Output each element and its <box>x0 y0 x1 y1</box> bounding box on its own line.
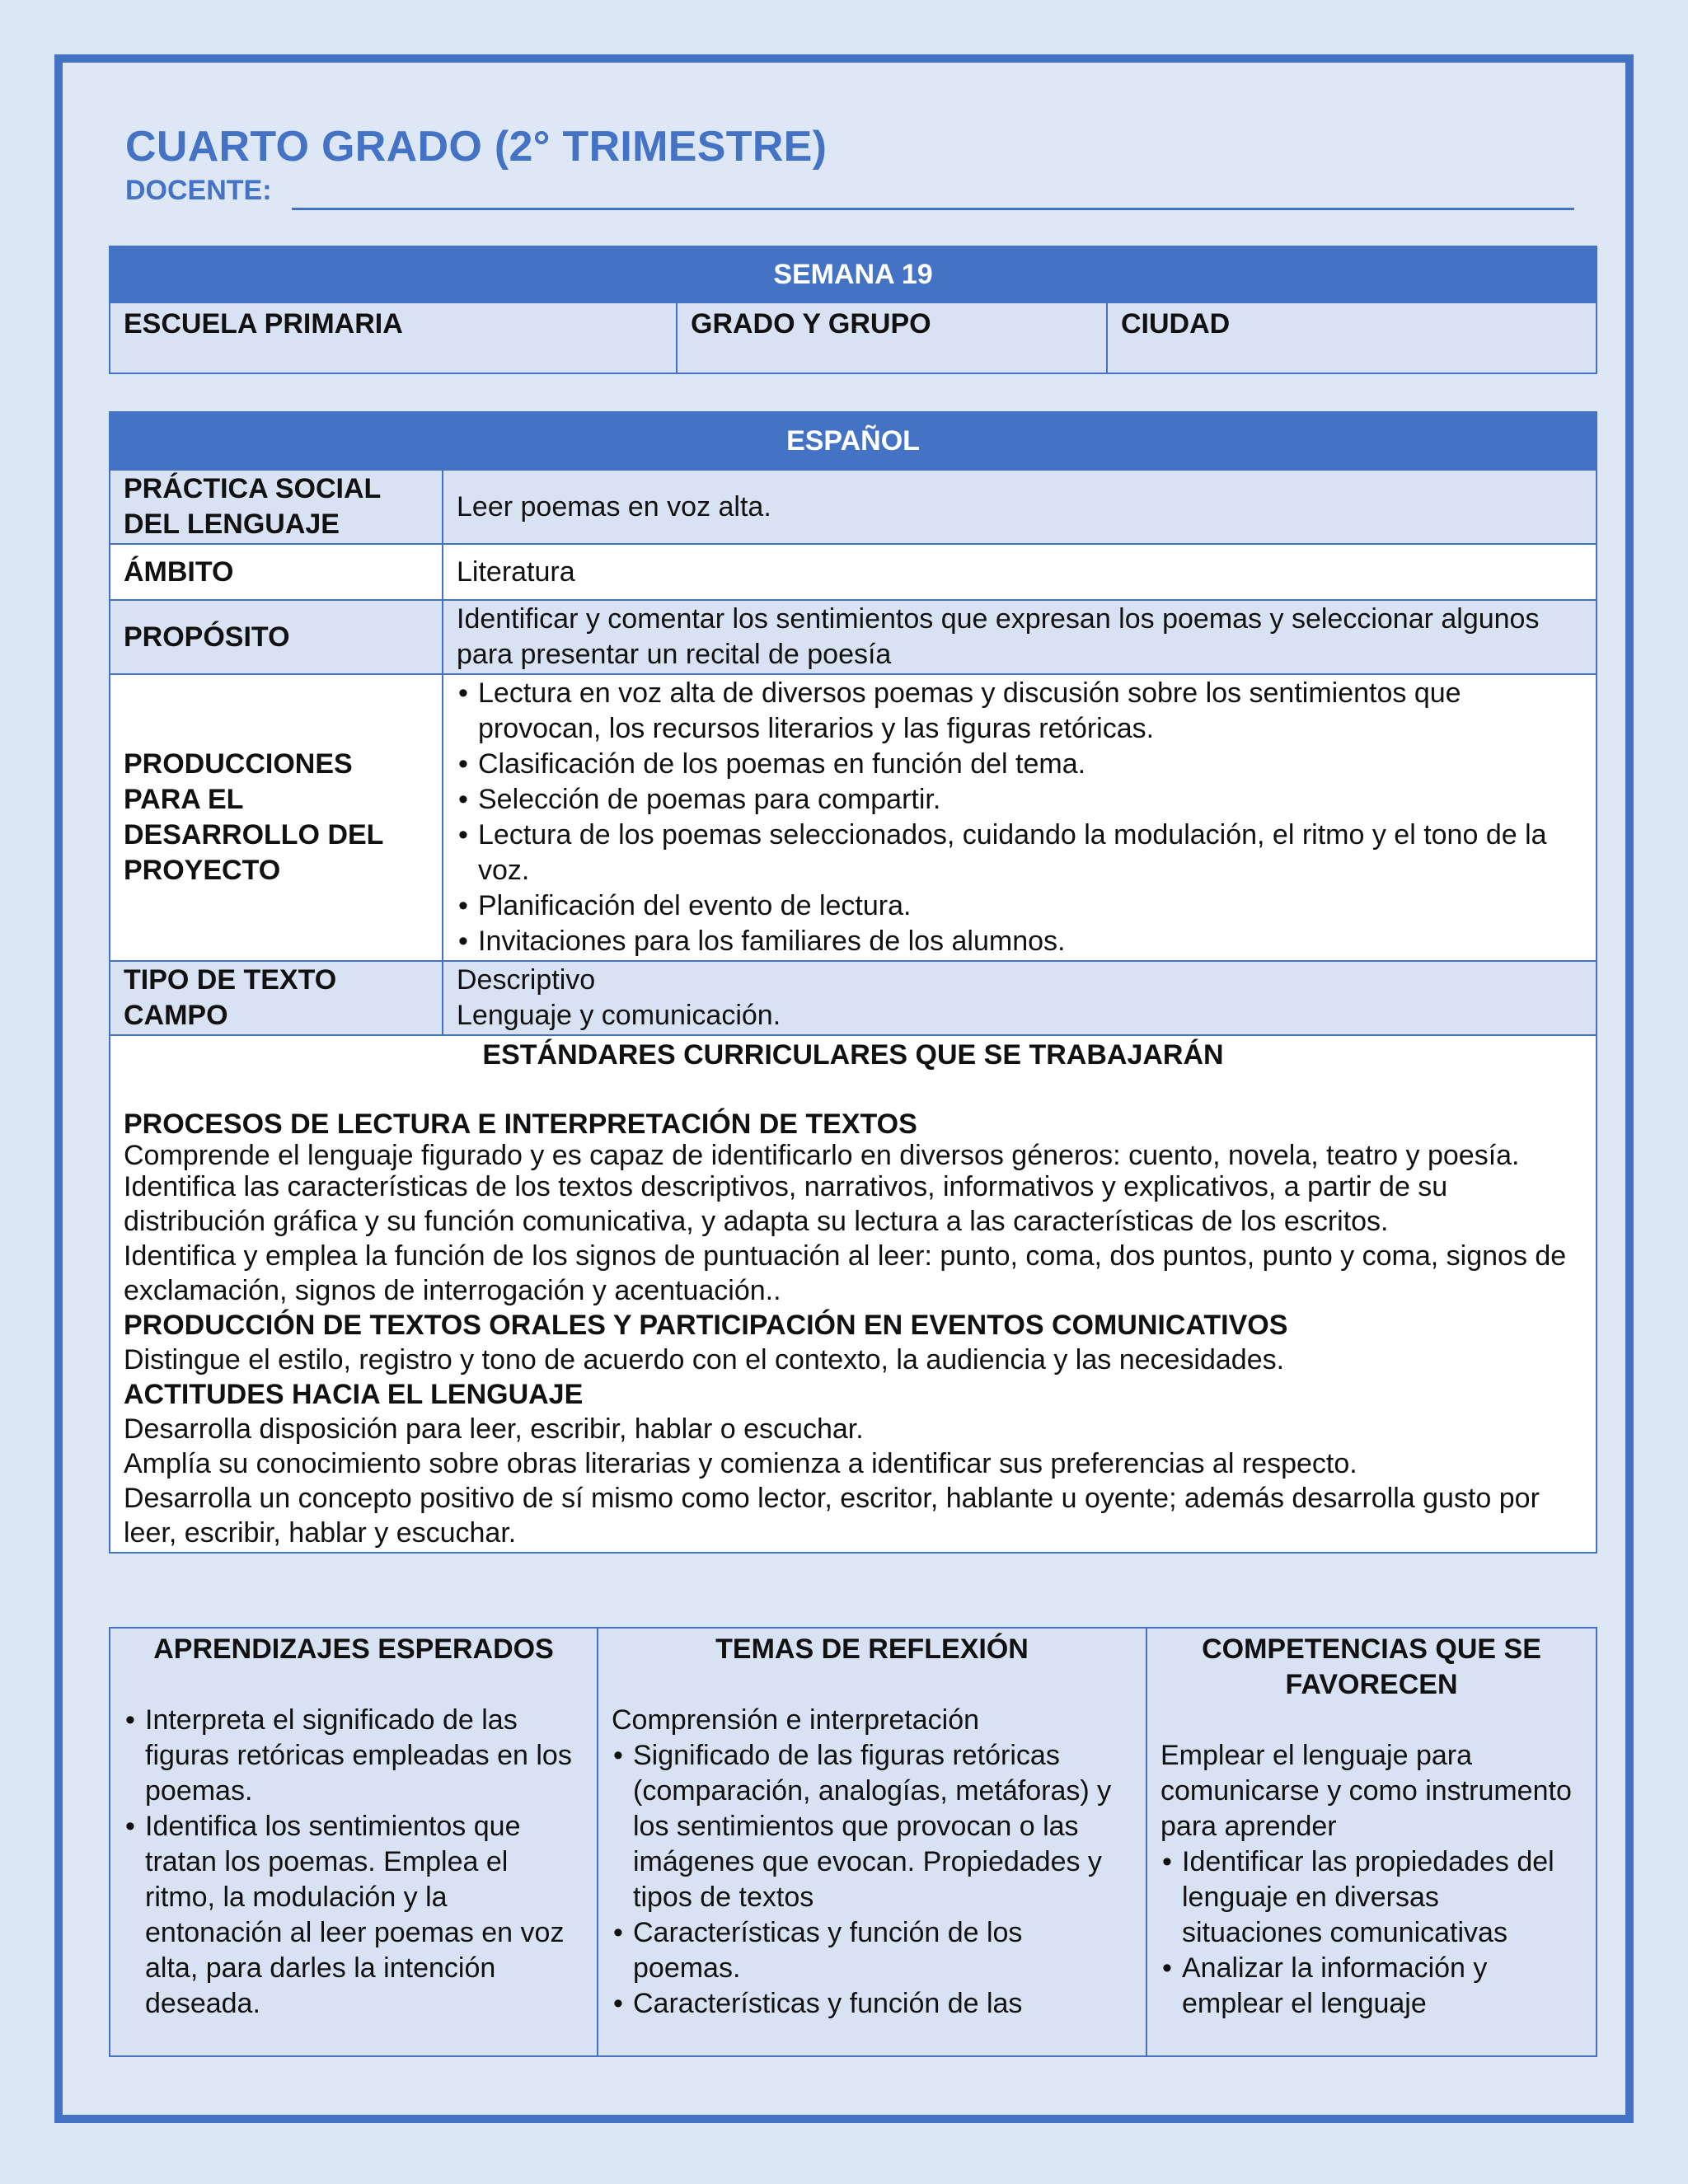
practica-social-label <box>110 470 443 544</box>
campo-value: Lenguaje y comunicación. <box>457 1000 781 1031</box>
competencias-cell <box>1146 1628 1597 2056</box>
produccion-textos-title: PRODUCCIÓN DE TEXTOS ORALES Y PARTICIPACIÓN EN EVENTOS COMUNICATIVOS <box>124 1310 1288 1341</box>
producciones-label-line-3: DESARROLLO DEL <box>124 819 384 851</box>
temas-intro: Comprensión e interpretación <box>612 1704 980 1736</box>
proposito-value: Identificar y comentar los sentimientos que expresan los poemas y seleccionar algunos para presentar un recital de poesía <box>443 600 1597 674</box>
competencias-title-line-1: COMPETENCIAS QUE SE <box>1202 1633 1541 1665</box>
campo-label: CAMPO <box>124 1000 228 1031</box>
producciones-label-line-4: PROYECTO <box>124 855 281 886</box>
list-item: • Selección de poemas para compartir. <box>457 782 1582 818</box>
escuela-primaria-label: ESCUELA PRIMARIA <box>110 302 677 373</box>
docente-label: DOCENTE: <box>125 175 272 206</box>
producciones-list <box>457 676 1582 959</box>
list-item: • Identificar las propiedades del lenguaje en diversas situaciones comunicativas <box>1160 1844 1582 1951</box>
estandar-paragraph: Comprende el lenguaje figurado y es capaz de identificarlo en diversos géneros: cuento, novela, teatro y poesía. <box>124 1140 1520 1171</box>
list-item: • Invitaciones para los familiares de los alumnos. <box>457 924 1582 959</box>
competencias-list <box>1160 1844 1582 2022</box>
aprendizajes-table <box>109 1627 1597 2057</box>
producciones-label-line-2: PARA EL <box>124 784 244 815</box>
list-item: • Lectura en voz alta de diversos poemas y discusión sobre los sentimientos que provocan, los recursos literarios y las figuras retóricas. <box>457 676 1582 747</box>
list-item: • Planificación del evento de lectura. <box>457 888 1582 924</box>
estandar-paragraph: Identifica y emplea la función de los signos de puntuación al leer: punto, coma, dos puntos, punto y coma, signos de exclamación, signos de interrogación y acentuación.. <box>124 1240 1567 1306</box>
semana-heading: SEMANA 19 <box>110 246 1597 302</box>
tipo-texto-label: TIPO DE TEXTO <box>124 964 337 996</box>
practica-label-line-1: PRÁCTICA SOCIAL <box>124 473 382 504</box>
estandar-paragraph: Desarrolla un concepto positivo de sí mismo como lector, escritor, hablante u oyente; además desarrolla gusto por leer, escribir, hablar y escuchar. <box>124 1483 1540 1549</box>
producciones-list-cell <box>443 674 1597 961</box>
list-item: • Identifica los sentimientos que tratan los poemas. Emplea el ritmo, la modulación y la entonación al leer poemas en voz alta, para darles la intención deseada. <box>124 1809 584 2022</box>
list-item: • Lectura de los poemas seleccionados, cuidando la modulación, el ritmo y el tono de la voz. <box>457 818 1582 888</box>
aprendizajes-esperados-cell <box>110 1628 598 2056</box>
tipo-texto-value: Descriptivo <box>457 964 596 996</box>
espanol-table <box>109 411 1597 1554</box>
page-frame <box>54 54 1634 2123</box>
proposito-label: PROPÓSITO <box>110 600 443 674</box>
practica-label-line-2: DEL LENGUAJE <box>124 509 340 540</box>
estandares-cell <box>110 1035 1597 1553</box>
estandar-paragraph: Desarrolla disposición para leer, escribir, hablar o escuchar. <box>124 1413 864 1445</box>
docente-field-line <box>292 208 1574 210</box>
estandar-paragraph: Amplía su conocimiento sobre obras literarias y comienza a identificar sus preferencias al respecto. <box>124 1448 1357 1479</box>
producciones-label-line-1: PRODUCCIONES <box>124 748 353 780</box>
estandares-title: ESTÁNDARES CURRICULARES QUE SE TRABAJARÁN <box>482 1039 1224 1071</box>
grado-grupo-label: GRADO Y GRUPO <box>677 302 1107 373</box>
aprendizajes-list <box>124 1703 584 2022</box>
list-item: • Clasificación de los poemas en función del tema. <box>457 747 1582 782</box>
ambito-value: Literatura <box>443 544 1597 600</box>
competencias-title-line-2: FAVORECEN <box>1285 1669 1458 1700</box>
list-item: • Interpreta el significado de las figuras retóricas empleadas en los poemas. <box>124 1703 584 1809</box>
tipo-campo-label <box>110 961 443 1035</box>
list-item: • Analizar la información y emplear el lenguaje <box>1160 1951 1582 2022</box>
temas-reflexion-title: TEMAS DE REFLEXIÓN <box>715 1633 1029 1665</box>
temas-list <box>612 1738 1132 2022</box>
practica-social-value: Leer poemas en voz alta. <box>443 470 1597 544</box>
competencias-intro: Emplear el lenguaje para comunicarse y como instrumento para aprender <box>1160 1740 1572 1842</box>
producciones-label <box>110 674 443 961</box>
competencias-title <box>1160 1632 1582 1703</box>
list-item: • Significado de las figuras retóricas (comparación, analogías, metáforas) y los sentimientos que provocan o las imágenes que evocan. Propiedades y tipos de textos <box>612 1738 1132 1915</box>
ciudad-label: CIUDAD <box>1107 302 1597 373</box>
aprendizajes-esperados-title: APRENDIZAJES ESPERADOS <box>153 1633 554 1665</box>
ambito-label: ÁMBITO <box>110 544 443 600</box>
espanol-heading: ESPAÑOL <box>110 412 1597 470</box>
page-title: CUARTO GRADO (2° TRIMESTRE) <box>125 123 828 171</box>
actitudes-title: ACTITUDES HACIA EL LENGUAJE <box>124 1379 584 1410</box>
list-item: • Características y función de los poemas. <box>612 1915 1132 1986</box>
list-item: • Características y función de las <box>612 1986 1132 2022</box>
temas-reflexion-cell <box>598 1628 1146 2056</box>
semana-table <box>109 246 1597 374</box>
tipo-campo-value <box>443 961 1597 1035</box>
estandar-paragraph: Distingue el estilo, registro y tono de acuerdo con el contexto, la audiencia y las necesidades. <box>124 1344 1285 1376</box>
procesos-lectura-title: PROCESOS DE LECTURA E INTERPRETACIÓN DE TEXTOS <box>124 1108 917 1140</box>
estandar-paragraph: Identifica las características de los textos descriptivos, narrativos, informativos y explicativos, a partir de su distribución gráfica y su función comunicativa, y adapta su lectura a las características de los escritos. <box>124 1171 1448 1237</box>
